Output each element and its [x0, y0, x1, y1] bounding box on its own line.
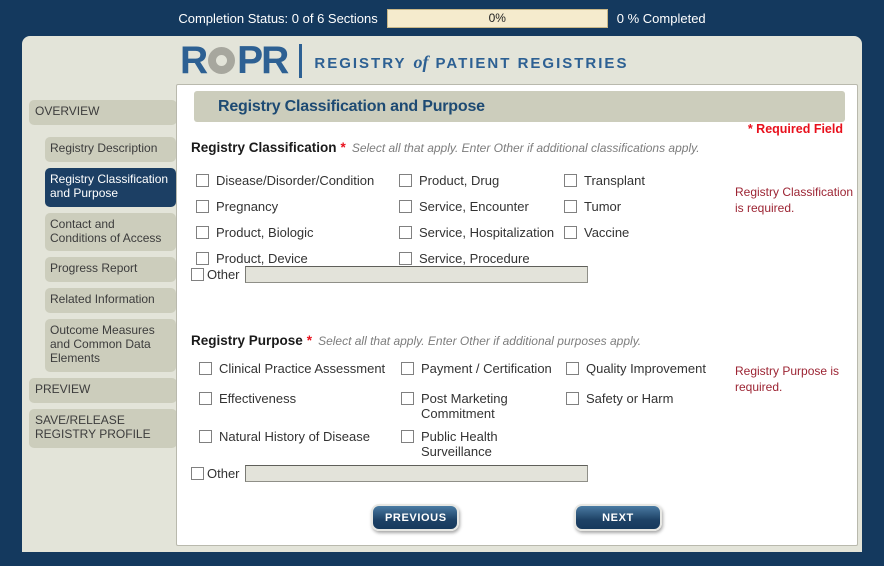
logo-letter-r: R: [180, 38, 207, 82]
checkbox-icon[interactable]: [196, 252, 209, 265]
logo-letters-pr: PR: [237, 38, 288, 82]
checkbox-icon[interactable]: [401, 392, 414, 405]
checkbox-option-service-hospitalization[interactable]: Service, Hospitalization: [399, 225, 564, 251]
checkbox-option-safety-or-harm[interactable]: Safety or Harm: [566, 391, 706, 429]
checkbox-icon[interactable]: [199, 430, 212, 443]
completion-progress-bar: [387, 9, 608, 28]
required-asterisk: *: [340, 140, 346, 155]
ropr-logo: [180, 38, 629, 82]
purpose-section-label: Registry Purpose * Select all that apply. Enter Other if additional purposes apply.: [191, 333, 642, 348]
checkbox-icon[interactable]: [399, 252, 412, 265]
checkbox-icon[interactable]: [191, 467, 204, 480]
page-title: Registry Classification and Purpose: [218, 97, 485, 115]
purpose-checkbox-grid: [199, 361, 706, 460]
checkbox-option-service-encounter[interactable]: Service, Encounter: [399, 199, 564, 225]
checkbox-icon[interactable]: [399, 226, 412, 239]
classification-hint: Select all that apply. Enter Other if additional classifications apply.: [351, 141, 700, 155]
classification-checkbox-grid: [196, 173, 645, 277]
body-row: [22, 84, 862, 552]
checkbox-icon[interactable]: [566, 392, 579, 405]
required-asterisk: *: [306, 333, 313, 348]
sidebar-item-related-information[interactable]: Related Information: [45, 288, 176, 313]
checkbox-option-pregnancy[interactable]: Pregnancy: [196, 199, 399, 225]
checkbox-icon[interactable]: [564, 226, 577, 239]
checkbox-icon[interactable]: [564, 174, 577, 187]
sidebar-item-overview[interactable]: OVERVIEW: [29, 100, 177, 125]
checkbox-option-tumor[interactable]: Tumor: [564, 199, 645, 225]
logo-banner: [22, 36, 862, 84]
sidebar-item-registry-classification-and-purpose[interactable]: Registry Classification and Purpose: [45, 168, 176, 207]
completion-status-label: Completion Status: 0 of 6 Sections: [178, 10, 378, 26]
main-panel: [176, 84, 858, 546]
previous-button[interactable]: PREVIOUS: [371, 504, 459, 531]
checkbox-option-natural-history-of-disease[interactable]: Natural History of Disease: [199, 429, 401, 455]
classification-section-label: Registry Classification * Select all that apply. Enter Other if additional classifications apply.: [191, 140, 700, 155]
checkbox-icon[interactable]: [196, 200, 209, 213]
purpose-other-row: [191, 465, 588, 482]
checkbox-option-product-device[interactable]: Product, Device: [196, 251, 399, 277]
classification-other-row: [191, 266, 588, 283]
sidebar-item-contact-and-conditions-of-access[interactable]: Contact and Conditions of Access: [45, 213, 176, 252]
completion-status-bar: [0, 0, 884, 36]
checkbox-icon[interactable]: [199, 362, 212, 375]
wordmark-patient-registries: PATIENT REGISTRIES: [435, 54, 629, 72]
purpose-other-input[interactable]: [245, 465, 588, 482]
checkbox-icon[interactable]: [564, 200, 577, 213]
classification-error-message: Registry Classification is required.: [735, 185, 854, 216]
checkbox-icon[interactable]: [566, 362, 579, 375]
purpose-error-message: Registry Purpose is required.: [735, 364, 840, 395]
checkbox-option-disease-disorder-condition[interactable]: Disease/Disorder/Condition: [196, 173, 399, 199]
progress-percent-text: 0%: [488, 10, 506, 25]
checkbox-icon[interactable]: [401, 362, 414, 375]
checkbox-option-service-procedure[interactable]: Service, Procedure: [399, 251, 564, 277]
checkbox-option-clinical-practice-assessment[interactable]: Clinical Practice Assessment: [199, 361, 401, 391]
classification-other-label: Other: [207, 267, 240, 282]
checkbox-icon[interactable]: [399, 174, 412, 187]
next-button[interactable]: NEXT: [574, 504, 662, 531]
checkbox-icon[interactable]: [399, 200, 412, 213]
checkbox-option-public-health-surveillance[interactable]: Public Health Surveillance: [401, 429, 566, 455]
sidebar-nav: [22, 84, 176, 552]
checkbox-option-transplant[interactable]: Transplant: [564, 173, 645, 199]
wordmark-of: of: [413, 51, 429, 72]
logo-wordmark: [314, 52, 628, 73]
checkbox-option-product-drug[interactable]: Product, Drug: [399, 173, 564, 199]
logo-divider: [299, 44, 302, 78]
checkbox-icon[interactable]: [196, 226, 209, 239]
percent-completed-label: 0 % Completed: [616, 10, 706, 26]
wordmark-registry: REGISTRY: [314, 54, 407, 72]
page-header-bar: [194, 91, 845, 122]
sidebar-item-registry-description[interactable]: Registry Description: [45, 137, 176, 162]
sidebar-item-progress-report[interactable]: Progress Report: [45, 257, 176, 282]
checkbox-option-vaccine[interactable]: Vaccine: [564, 225, 645, 251]
checkbox-icon[interactable]: [401, 430, 414, 443]
checkbox-option-quality-improvement[interactable]: Quality Improvement: [566, 361, 706, 391]
checkbox-option-product-biologic[interactable]: Product, Biologic: [196, 225, 399, 251]
sidebar-item-outcome-measures[interactable]: Outcome Measures and Common Data Elements: [45, 319, 176, 372]
checkbox-icon[interactable]: [196, 174, 209, 187]
classification-other-input[interactable]: [245, 266, 588, 283]
checkbox-icon[interactable]: [191, 268, 204, 281]
logo-ring-icon: [208, 47, 235, 74]
purpose-other-label: Other: [207, 466, 240, 481]
checkbox-option-post-marketing-commitment[interactable]: Post Marketing Commitment: [401, 391, 566, 429]
purpose-hint: Select all that apply. Enter Other if additional purposes apply.: [318, 334, 642, 348]
sidebar-item-preview[interactable]: PREVIEW: [29, 378, 177, 403]
checkbox-option-payment-certification[interactable]: Payment / Certification: [401, 361, 566, 391]
checkbox-icon[interactable]: [199, 392, 212, 405]
required-field-note: * Required Field: [747, 122, 843, 136]
checkbox-option-effectiveness[interactable]: Effectiveness: [199, 391, 401, 429]
content-wrapper: [22, 36, 862, 552]
sidebar-item-save-release-registry-profile[interactable]: SAVE/RELEASE REGISTRY PROFILE: [29, 409, 177, 448]
